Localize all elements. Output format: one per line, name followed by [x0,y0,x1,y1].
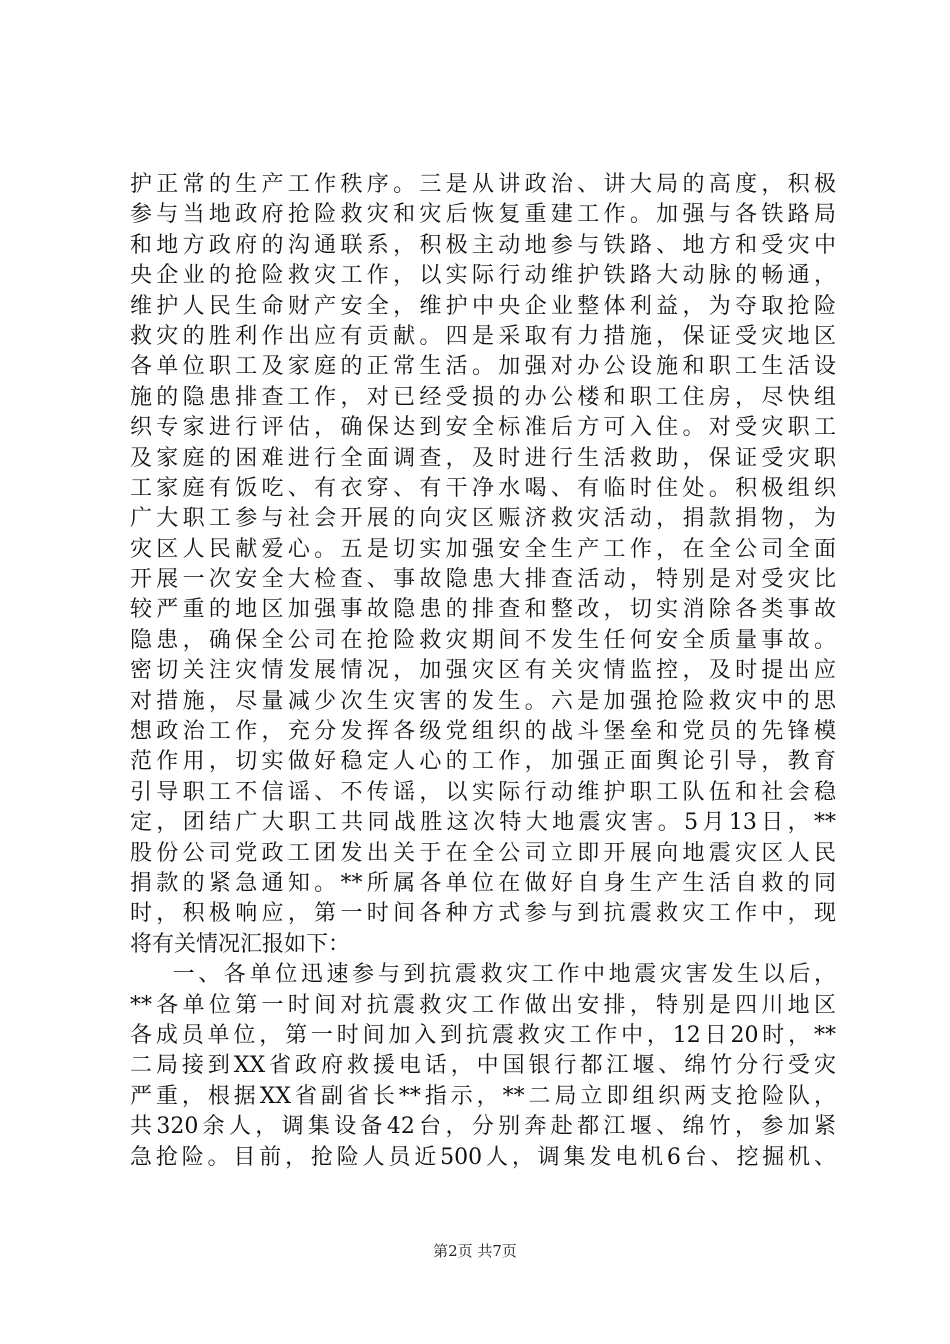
text-line: 想政治工作，充分发挥各级党组织的战斗堡垒和党员的先锋模 [130,719,836,745]
text-line: 央企业的抢险救灾工作，以实际行动维护铁路大动脉的畅通， [130,263,836,289]
text-line: 密切关注灾情发展情况，加强灾区有关灾情监控，及时提出应 [130,658,836,684]
text-line: 股份公司党政工团发出关于在全公司立即开展向地震灾区人民 [130,840,836,866]
text-line: 织专家进行评估，确保达到安全标准后方可入住。对受灾职工 [130,415,836,441]
text-line: 时，积极响应，第一时间各种方式参与到抗震救灾工作中，现 [130,901,836,927]
page-number: 第2页 共7页 [433,1242,517,1260]
text-line: 定，团结广大职工共同战胜这次特大地震灾害。5月13日，** [130,810,836,836]
text-line: 将有关情况汇报如下： [130,931,351,957]
text-line: 各成员单位，第一时间加入到抗震救灾工作中，12日20时，** [130,1022,836,1048]
text-line: 广大职工参与社会开展的向灾区赈济救灾活动，捐款捐物，为 [130,506,836,532]
text-line: 对措施，尽量减少次生灾害的发生。六是加强抢险救灾中的思 [130,688,836,714]
text-line: 捐款的紧急通知。**所属各单位在做好自身生产生活自救的同 [130,870,836,896]
text-line: 严重，根据XX省副省长**指示，**二局立即组织两支抢险队， [130,1083,836,1109]
text-line: 各单位职工及家庭的正常生活。加强对办公设施和职工生活设 [130,354,836,380]
text-line: 急抢险。目前，抢险人员近500人，调集发电机6台、挖掘机、 [130,1144,836,1170]
text-line: 施的隐患排查工作，对已经受损的办公楼和职工住房，尽快组 [130,384,836,410]
text-line: 参与当地政府抢险救灾和灾后恢复重建工作。加强与各铁路局 [130,202,836,228]
text-line: 范作用，切实做好稳定人心的工作，加强正面舆论引导，教育 [130,749,836,775]
text-line: **各单位第一时间对抗震救灾工作做出安排，特别是四川地区 [130,992,836,1018]
text-line: 开展一次安全大检查、事故隐患大排查活动，特别是对受灾比 [130,567,836,593]
text-line: 工家庭有饭吃、有衣穿、有干净水喝、有临时住处。积极组织 [130,475,836,501]
text-line: 维护人民生命财产安全，维护中央企业整体利益，为夺取抢险 [130,293,836,319]
text-line: 较严重的地区加强事故隐患的排查和整改，切实消除各类事故 [130,597,836,623]
text-line: 灾区人民献爱心。五是切实加强安全生产工作，在全公司全面 [130,536,836,562]
text-line: 共320余人，调集设备42台，分别奔赴都江堰、绵竹，参加紧 [130,1114,836,1140]
text-line: 隐患，确保全公司在抢险救灾期间不发生任何安全质量事故。 [130,627,836,653]
text-line: 护正常的生产工作秩序。三是从讲政治、讲大局的高度，积极 [130,172,836,197]
text-line: 二局接到XX省政府救援电话，中国银行都江堰、绵竹分行受灾 [130,1053,836,1079]
text-line: 引导职工不信谣、不传谣，以实际行动维护职工队伍和社会稳 [130,779,836,805]
document-body [130,170,836,1173]
text-line: 一、各单位迅速参与到抗震救灾工作中地震灾害发生以后， [130,962,836,988]
text-line: 及家庭的困难进行全面调查，及时进行生活救助，保证受灾职 [130,445,836,471]
text-line: 救灾的胜利作出应有贡献。四是采取有力措施，保证受灾地区 [130,323,836,349]
text-line: 和地方政府的沟通联系，积极主动地参与铁路、地方和受灾中 [130,232,836,258]
